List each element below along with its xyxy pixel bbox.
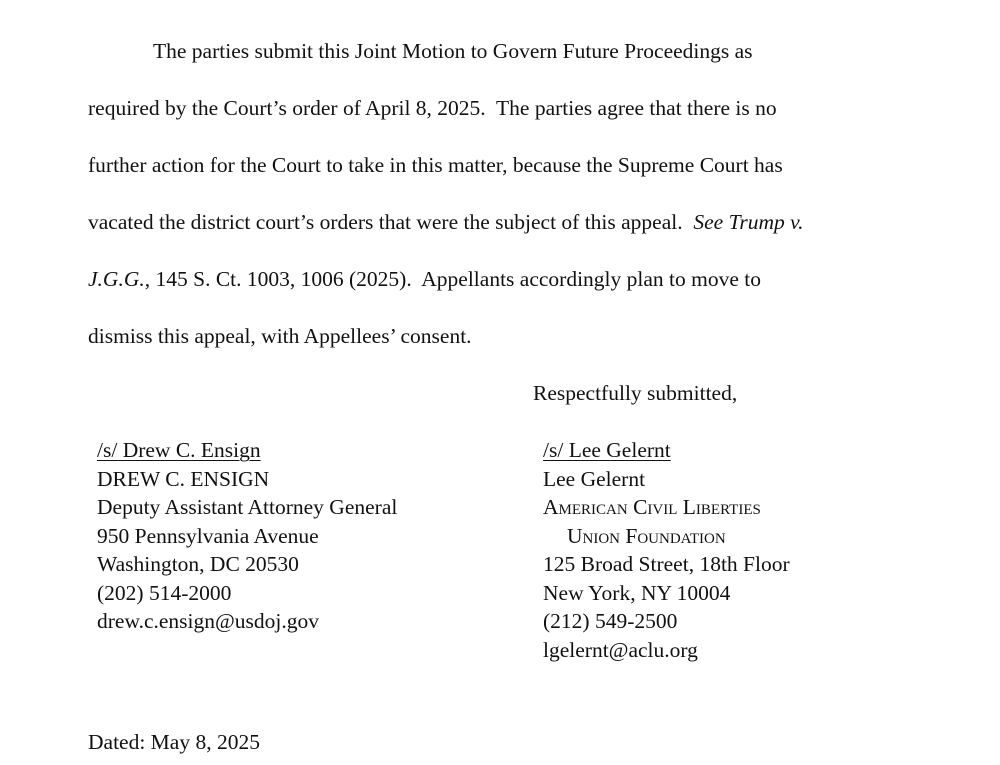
citation-see-trump: See Trump v. (693, 210, 804, 234)
phone-left: (202) 514-2000 (97, 580, 232, 605)
signature-block-left (97, 436, 397, 636)
email-left: drew.c.ensign@usdoj.gov (97, 609, 320, 633)
address-line1-left: 950 Pennsylvania Avenue (97, 523, 319, 548)
address-line2-left: Washington, DC 20530 (97, 552, 299, 576)
org-line1-right: American Civil Liberties (543, 495, 761, 519)
signer-name-right: Lee Gelernt (543, 466, 646, 491)
email-right: lgelernt@aclu.org (543, 637, 698, 662)
paragraph-line-5 (88, 269, 761, 291)
signature-left: /s/ Drew C. Ensign (97, 438, 261, 462)
phone-right: (212) 549-2500 (543, 609, 678, 633)
signer-name-left: DREW C. ENSIGN (97, 466, 270, 491)
citation-jgg: J.G.G. (88, 267, 145, 291)
address-line2-right: New York, NY 10004 (543, 580, 731, 605)
signature-right: /s/ Lee Gelernt (543, 438, 671, 462)
signer-title-left: Deputy Assistant Attorney General (97, 495, 398, 519)
dated-line: Dated: May 8, 2025 (88, 730, 260, 754)
signoff-text: Respectfully submitted, (533, 381, 738, 405)
paragraph-line-4-text: vacated the district court’s orders that were the subject of this appeal. (88, 210, 694, 234)
paragraph-line-4 (88, 212, 803, 234)
paragraph-line-1: The parties submit this Joint Motion to Govern Future Proceedings as (153, 39, 753, 63)
address-line1-right: 125 Broad Street, 18th Floor (543, 552, 790, 576)
paragraph-line-5-text: , 145 S. Ct. 1003, 1006 (2025). Appellants accordingly plan to move to (144, 267, 762, 291)
paragraph-line-6: dismiss this appeal, with Appellees’ consent. (88, 324, 472, 348)
paragraph-line-2: required by the Court’s order of April 8, 2025. The parties agree that there is no (88, 96, 777, 120)
org-line2-right: Union Foundation (567, 523, 726, 548)
signature-block-right (543, 436, 790, 664)
paragraph-line-3: further action for the Court to take in this matter, because the Supreme Court has (88, 153, 783, 177)
